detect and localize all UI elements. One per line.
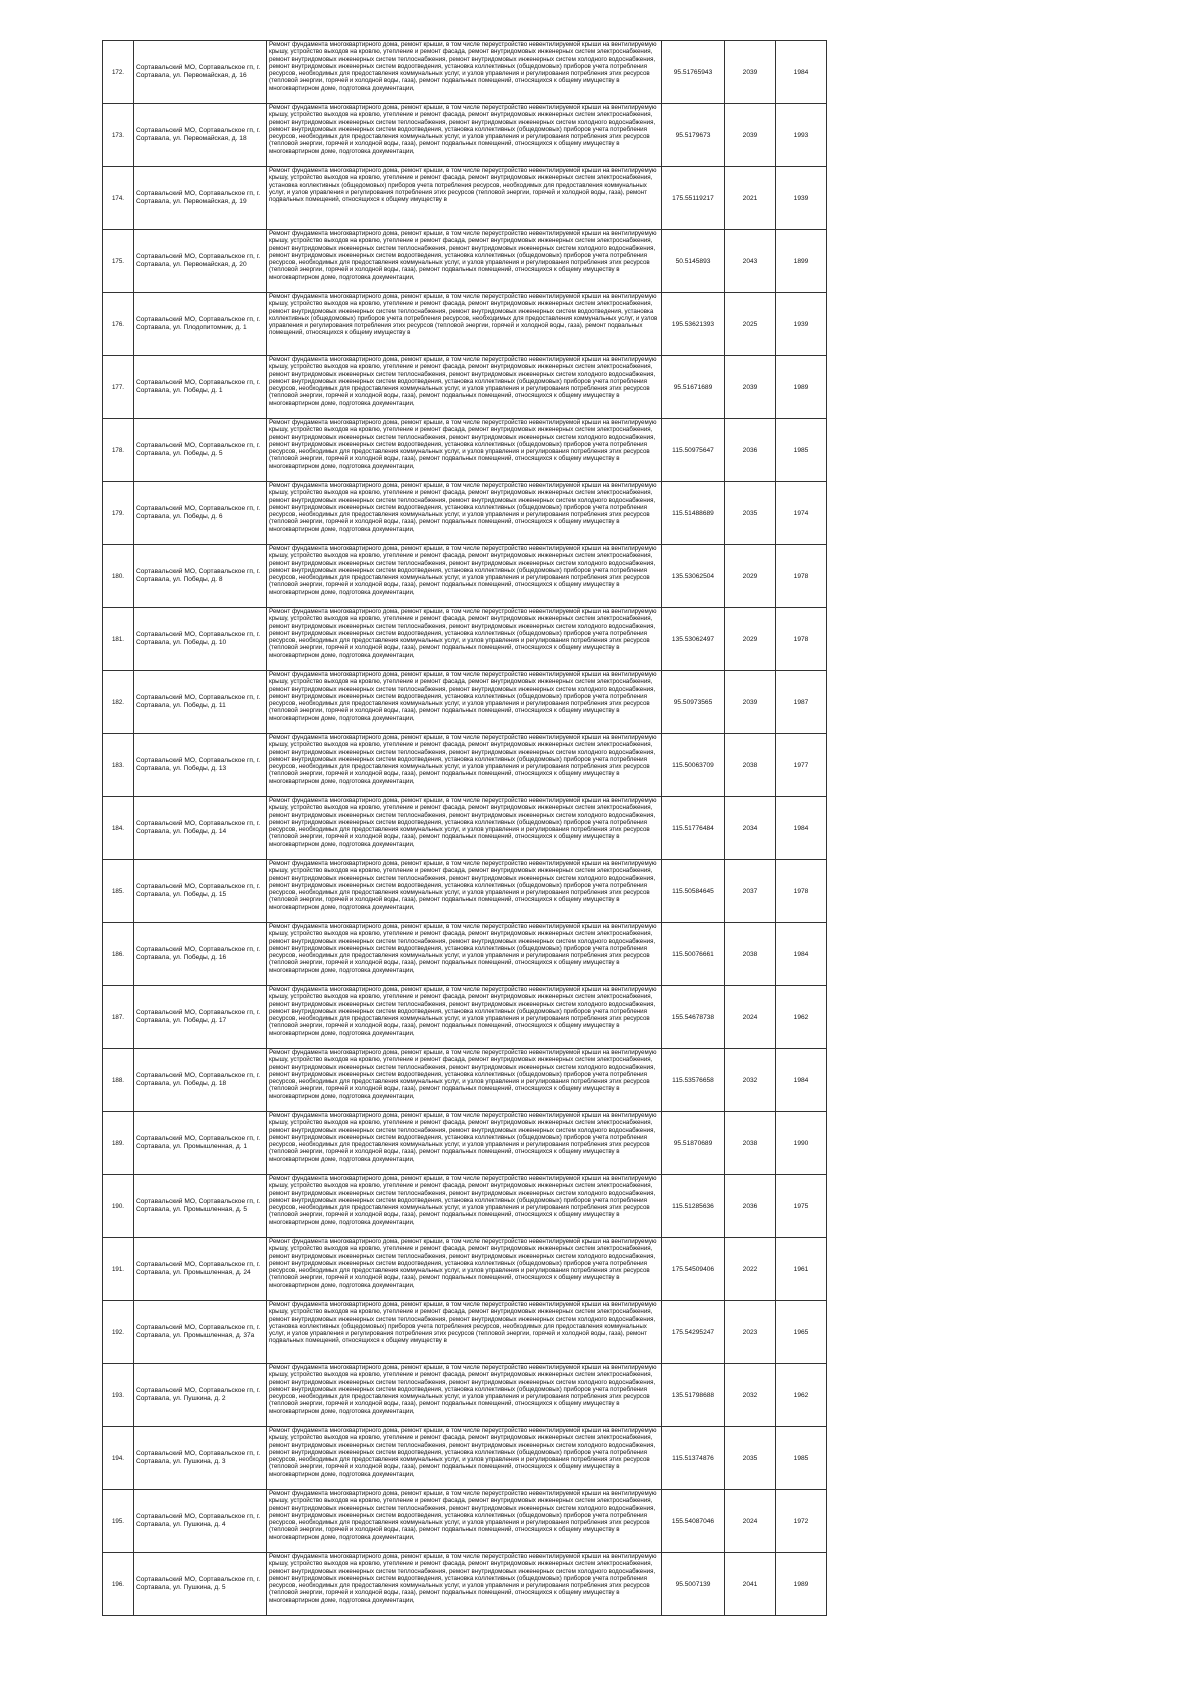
table-row: [103, 986, 827, 1049]
row-number: 188.: [103, 1049, 134, 1112]
row-works: Ремонт фундамента многоквартирного дома, ремонт крыши, в том числе переустройство невентилируемой крыши на вентилируемую крышу, устройство выходов на кровлю, утепление и ремонт фасада, ремонт внутридомовых инженерных систем электроснабжения, ремонт внутридомовых инженерных систем теплоснабжения, ремонт внутридомовых инженерных систем холодного водоснабжения, ремонт внутридомовых инженерных систем водоотведения, установка коллективных (общедомовых) приборов учета потребления ресурсов, необходимых для предоставления коммунальных услуг, и узлов управления и регулирования потребления этих ресурсов (тепловой энергии, горячей и холодной воды, газа), ремонт подвальных помещений, относящихся к общему имуществу в многоквартирном доме, подготовка документации,: [269, 356, 657, 407]
row-planned-year: 2032: [725, 1049, 776, 1112]
row-cost: 195.53621393: [662, 293, 725, 356]
row-works-cell: [267, 1238, 662, 1301]
table-row: [103, 545, 827, 608]
row-number: 181.: [103, 608, 134, 671]
row-cost: 95.5179673: [662, 104, 725, 167]
row-planned-year: 2036: [725, 1175, 776, 1238]
row-cost: 95.51765943: [662, 41, 725, 104]
row-cost: 95.5007139: [662, 1553, 725, 1616]
row-build-year: 1975: [776, 1175, 827, 1238]
row-planned-year: 2039: [725, 671, 776, 734]
row-works-cell: [267, 923, 662, 986]
row-cost: 135.53062504: [662, 545, 725, 608]
row-works-cell: [267, 1049, 662, 1112]
row-works: Ремонт фундамента многоквартирного дома, ремонт крыши, в том числе переустройство невентилируемой крыши на вентилируемую крышу, устройство выходов на кровлю, утепление и ремонт фасада, ремонт внутридомовых инженерных систем электроснабжения, ремонт внутридомовых инженерных систем теплоснабжения, ремонт внутридомовых инженерных систем холодного водоснабжения, ремонт внутридомовых инженерных систем водоотведения, установка коллективных (общедомовых) приборов учета потребления ресурсов, необходимых для предоставления коммунальных услуг, и узлов управления и регулирования потребления этих ресурсов (тепловой энергии, горячей и холодной воды, газа), ремонт подвальных помещений, относящихся к общему имуществу в многоквартирном доме, подготовка документации,: [269, 482, 657, 533]
row-address: Сортавальский МО, Сортавальское гп, г. Сортавала, ул. Победы, д. 18: [134, 1049, 267, 1112]
row-works: Ремонт фундамента многоквартирного дома, ремонт крыши, в том числе переустройство невентилируемой крыши на вентилируемую крышу, устройство выходов на кровлю, утепление и ремонт фасада, ремонт внутридомовых инженерных систем электроснабжения, ремонт внутридомовых инженерных систем теплоснабжения, ремонт внутридомовых инженерных систем холодного водоснабжения, ремонт внутридомовых инженерных систем водоотведения, установка коллективных (общедомовых) приборов учета потребления ресурсов, необходимых для предоставления коммунальных услуг, и узлов управления и регулирования потребления этих ресурсов (тепловой энергии, горячей и холодной воды, газа), ремонт подвальных помещений, относящихся к общему имуществу в многоквартирном доме, подготовка документации,: [269, 986, 657, 1037]
row-works-cell: [267, 293, 662, 356]
row-address: Сортавальский МО, Сортавальское гп, г. Сортавала, ул. Победы, д. 14: [134, 797, 267, 860]
table-row: [103, 671, 827, 734]
table-row: [103, 923, 827, 986]
row-works-cell: [267, 41, 662, 104]
row-number: 196.: [103, 1553, 134, 1616]
row-build-year: 1961: [776, 1238, 827, 1301]
row-planned-year: 2035: [725, 1427, 776, 1490]
row-works-cell: [267, 356, 662, 419]
row-cost: 115.50076661: [662, 923, 725, 986]
row-works: Ремонт фундамента многоквартирного дома, ремонт крыши, в том числе переустройство невентилируемой крыши на вентилируемую крышу, устройство выходов на кровлю, утепление и ремонт фасада, ремонт внутридомовых инженерных систем электроснабжения, ремонт внутридомовых инженерных систем теплоснабжения, ремонт внутридомовых инженерных систем холодного водоснабжения, установка коллективных (общедомовых) приборов учета потребления ресурсов, необходимых для предоставления коммунальных услуг, и узлов управления и регулирования потребления этих ресурсов (тепловой энергии, горячей и холодной воды, газа), ремонт подвальных помещений, относящихся к общему имуществу в: [269, 1301, 657, 1345]
row-address: Сортавальский МО, Сортавальское гп, г. Сортавала, ул. Первомайская, д. 20: [134, 230, 267, 293]
row-planned-year: 2038: [725, 1112, 776, 1175]
table-row: [103, 860, 827, 923]
row-works-cell: [267, 1553, 662, 1616]
row-number: 192.: [103, 1301, 134, 1364]
row-build-year: 1978: [776, 608, 827, 671]
row-build-year: 1978: [776, 545, 827, 608]
table-row: [103, 734, 827, 797]
row-works: Ремонт фундамента многоквартирного дома, ремонт крыши, в том числе переустройство невентилируемой крыши на вентилируемую крышу, устройство выходов на кровлю, утепление и ремонт фасада, ремонт внутридомовых инженерных систем электроснабжения, ремонт внутридомовых инженерных систем теплоснабжения, ремонт внутридомовых инженерных систем холодного водоснабжения, ремонт внутридомовых инженерных систем водоотведения, установка коллективных (общедомовых) приборов учета потребления ресурсов, необходимых для предоставления коммунальных услуг, и узлов управления и регулирования потребления этих ресурсов (тепловой энергии, горячей и холодной воды, газа), ремонт подвальных помещений, относящихся к общему имуществу в многоквартирном доме, подготовка документации,: [269, 1175, 657, 1226]
row-address: Сортавальский МО, Сортавальское гп, г. Сортавала, ул. Промышленная, д. 1: [134, 1112, 267, 1175]
row-works: Ремонт фундамента многоквартирного дома, ремонт крыши, в том числе переустройство невентилируемой крыши на вентилируемую крышу, устройство выходов на кровлю, утепление и ремонт фасада, ремонт внутридомовых инженерных систем электроснабжения, ремонт внутридомовых инженерных систем теплоснабжения, ремонт внутридомовых инженерных систем водоотведения, установка коллективных (общедомовых) приборов учета потребления ресурсов, необходимых для предоставления коммунальных услуг, и узлов управления и регулирования потребления этих ресурсов (тепловой энергии, горячей и холодной воды, газа), ремонт подвальных помещений, относящихся к общему имуществу в: [269, 293, 658, 337]
row-number: 193.: [103, 1364, 134, 1427]
row-address: Сортавальский МО, Сортавальское гп, г. Сортавала, ул. Первомайская, д. 19: [134, 167, 267, 230]
row-planned-year: 2032: [725, 1364, 776, 1427]
table-row: [103, 1490, 827, 1553]
row-works-cell: [267, 1112, 662, 1175]
row-works: Ремонт фундамента многоквартирного дома, ремонт крыши, в том числе переустройство невентилируемой крыши на вентилируемую крышу, устройство выходов на кровлю, утепление и ремонт фасада, ремонт внутридомовых инженерных систем электроснабжения, ремонт внутридомовых инженерных систем теплоснабжения, ремонт внутридомовых инженерных систем холодного водоснабжения, ремонт внутридомовых инженерных систем водоотведения, установка коллективных (общедомовых) приборов учета потребления ресурсов, необходимых для предоставления коммунальных услуг, и узлов управления и регулирования потребления этих ресурсов (тепловой энергии, горячей и холодной воды, газа), ремонт подвальных помещений, относящихся к общему имуществу в многоквартирном доме, подготовка документации,: [269, 1112, 657, 1163]
row-planned-year: 2025: [725, 293, 776, 356]
row-address: Сортавальский МО, Сортавальское гп, г. Сортавала, ул. Победы, д. 8: [134, 545, 267, 608]
row-works-cell: [267, 1490, 662, 1553]
row-number: 182.: [103, 671, 134, 734]
row-address: Сортавальский МО, Сортавальское гп, г. Сортавала, ул. Победы, д. 11: [134, 671, 267, 734]
row-cost: 115.51374876: [662, 1427, 725, 1490]
table-row: [103, 482, 827, 545]
row-build-year: 1962: [776, 986, 827, 1049]
row-works: Ремонт фундамента многоквартирного дома, ремонт крыши, в том числе переустройство невентилируемой крыши на вентилируемую крышу, устройство выходов на кровлю, утепление и ремонт фасада, ремонт внутридомовых инженерных систем электроснабжения, ремонт внутридомовых инженерных систем теплоснабжения, ремонт внутридомовых инженерных систем холодного водоснабжения, ремонт внутридомовых инженерных систем водоотведения, установка коллективных (общедомовых) приборов учета потребления ресурсов, необходимых для предоставления коммунальных услуг, и узлов управления и регулирования потребления этих ресурсов (тепловой энергии, горячей и холодной воды, газа), ремонт подвальных помещений, относящихся к общему имуществу в многоквартирном доме, подготовка документации,: [269, 419, 657, 470]
row-address: Сортавальский МО, Сортавальское гп, г. Сортавала, ул. Пушкина, д. 4: [134, 1490, 267, 1553]
row-address: Сортавальский МО, Сортавальское гп, г. Сортавала, ул. Промышленная, д. 37а: [134, 1301, 267, 1364]
row-planned-year: 2024: [725, 1490, 776, 1553]
table-row: [103, 356, 827, 419]
row-cost: 115.51285636: [662, 1175, 725, 1238]
row-works-cell: [267, 608, 662, 671]
row-build-year: 1985: [776, 1427, 827, 1490]
row-number: 191.: [103, 1238, 134, 1301]
row-number: 194.: [103, 1427, 134, 1490]
row-number: 187.: [103, 986, 134, 1049]
row-planned-year: 2023: [725, 1301, 776, 1364]
row-works-cell: [267, 734, 662, 797]
row-planned-year: 2039: [725, 104, 776, 167]
row-works: Ремонт фундамента многоквартирного дома, ремонт крыши, в том числе переустройство невентилируемой крыши на вентилируемую крышу, устройство выходов на кровлю, утепление и ремонт фасада, ремонт внутридомовых инженерных систем электроснабжения, ремонт внутридомовых инженерных систем теплоснабжения, ремонт внутридомовых инженерных систем холодного водоснабжения, ремонт внутридомовых инженерных систем водоотведения, установка коллективных (общедомовых) приборов учета потребления ресурсов, необходимых для предоставления коммунальных услуг, и узлов управления и регулирования потребления этих ресурсов (тепловой энергии, горячей и холодной воды, газа), ремонт подвальных помещений, относящихся к общему имуществу в многоквартирном доме, подготовка документации,: [269, 1364, 657, 1415]
row-cost: 115.51776484: [662, 797, 725, 860]
table-row: [103, 293, 827, 356]
table-row: [103, 1238, 827, 1301]
row-planned-year: 2038: [725, 734, 776, 797]
row-works-cell: [267, 167, 662, 230]
row-build-year: 1987: [776, 671, 827, 734]
row-cost: 175.55119217: [662, 167, 725, 230]
row-works-cell: [267, 671, 662, 734]
table-row: [103, 1364, 827, 1427]
row-works: Ремонт фундамента многоквартирного дома, ремонт крыши, в том числе переустройство невентилируемой крыши на вентилируемую крышу, устройство выходов на кровлю, утепление и ремонт фасада, ремонт внутридомовых инженерных систем электроснабжения, ремонт внутридомовых инженерных систем теплоснабжения, ремонт внутридомовых инженерных систем холодного водоснабжения, ремонт внутридомовых инженерных систем водоотведения, установка коллективных (общедомовых) приборов учета потребления ресурсов, необходимых для предоставления коммунальных услуг, и узлов управления и регулирования потребления этих ресурсов (тепловой энергии, горячей и холодной воды, газа), ремонт подвальных помещений, относящихся к общему имуществу в многоквартирном доме, подготовка документации,: [269, 734, 657, 785]
row-works: Ремонт фундамента многоквартирного дома, ремонт крыши, в том числе переустройство невентилируемой крыши на вентилируемую крышу, устройство выходов на кровлю, утепление и ремонт фасада, ремонт внутридомовых инженерных систем электроснабжения, ремонт внутридомовых инженерных систем теплоснабжения, ремонт внутридомовых инженерных систем холодного водоснабжения, ремонт внутридомовых инженерных систем водоотведения, установка коллективных (общедомовых) приборов учета потребления ресурсов, необходимых для предоставления коммунальных услуг, и узлов управления и регулирования потребления этих ресурсов (тепловой энергии, горячей и холодной воды, газа), ремонт подвальных помещений, относящихся к общему имуществу в многоквартирном доме, подготовка документации,: [269, 41, 657, 92]
row-build-year: 1984: [776, 41, 827, 104]
row-planned-year: 2039: [725, 41, 776, 104]
row-works: Ремонт фундамента многоквартирного дома, ремонт крыши, в том числе переустройство невентилируемой крыши на вентилируемую крышу, устройство выходов на кровлю, утепление и ремонт фасада, ремонт внутридомовых инженерных систем электроснабжения, ремонт внутридомовых инженерных систем теплоснабжения, ремонт внутридомовых инженерных систем холодного водоснабжения, ремонт внутридомовых инженерных систем водоотведения, установка коллективных (общедомовых) приборов учета потребления ресурсов, необходимых для предоставления коммунальных услуг, и узлов управления и регулирования потребления этих ресурсов (тепловой энергии, горячей и холодной воды, газа), ремонт подвальных помещений, относящихся к общему имуществу в многоквартирном доме, подготовка документации,: [269, 1553, 657, 1604]
table-row: [103, 104, 827, 167]
row-works-cell: [267, 1364, 662, 1427]
row-cost: 115.50063709: [662, 734, 725, 797]
row-number: 176.: [103, 293, 134, 356]
row-cost: 155.54087046: [662, 1490, 725, 1553]
table-row: [103, 797, 827, 860]
row-works: Ремонт фундамента многоквартирного дома, ремонт крыши, в том числе переустройство невентилируемой крыши на вентилируемую крышу, устройство выходов на кровлю, утепление и ремонт фасада, ремонт внутридомовых инженерных систем электроснабжения, ремонт внутридомовых инженерных систем теплоснабжения, ремонт внутридомовых инженерных систем холодного водоснабжения, ремонт внутридомовых инженерных систем водоотведения, установка коллективных (общедомовых) приборов учета потребления ресурсов, необходимых для предоставления коммунальных услуг, и узлов управления и регулирования потребления этих ресурсов (тепловой энергии, горячей и холодной воды, газа), ремонт подвальных помещений, относящихся к общему имуществу в многоквартирном доме, подготовка документации,: [269, 797, 657, 848]
row-number: 174.: [103, 167, 134, 230]
row-build-year: 1984: [776, 923, 827, 986]
row-planned-year: 2041: [725, 1553, 776, 1616]
row-cost: 115.50975647: [662, 419, 725, 482]
row-cost: 95.50973565: [662, 671, 725, 734]
table-body: [103, 41, 827, 1616]
table-row: [103, 1301, 827, 1364]
row-address: Сортавальский МО, Сортавальское гп, г. Сортавала, ул. Пушкина, д. 2: [134, 1364, 267, 1427]
row-build-year: 1985: [776, 419, 827, 482]
row-works-cell: [267, 1427, 662, 1490]
row-planned-year: 2035: [725, 482, 776, 545]
row-build-year: 1899: [776, 230, 827, 293]
row-works-cell: [267, 1301, 662, 1364]
row-planned-year: 2038: [725, 923, 776, 986]
row-number: 180.: [103, 545, 134, 608]
row-number: 183.: [103, 734, 134, 797]
row-planned-year: 2029: [725, 608, 776, 671]
row-address: Сортавальский МО, Сортавальское гп, г. Сортавала, ул. Победы, д. 1: [134, 356, 267, 419]
row-build-year: 1993: [776, 104, 827, 167]
table-row: [103, 608, 827, 671]
row-build-year: 1939: [776, 167, 827, 230]
row-cost: 135.51798688: [662, 1364, 725, 1427]
row-works: Ремонт фундамента многоквартирного дома, ремонт крыши, в том числе переустройство невентилируемой крыши на вентилируемую крышу, устройство выходов на кровлю, утепление и ремонт фасада, ремонт внутридомовых инженерных систем электроснабжения, ремонт внутридомовых инженерных систем теплоснабжения, ремонт внутридомовых инженерных систем холодного водоснабжения, ремонт внутридомовых инженерных систем водоотведения, установка коллективных (общедомовых) приборов учета потребления ресурсов, необходимых для предоставления коммунальных услуг, и узлов управления и регулирования потребления этих ресурсов (тепловой энергии, горячей и холодной воды, газа), ремонт подвальных помещений, относящихся к общему имуществу в многоквартирном доме, подготовка документации,: [269, 860, 657, 911]
row-cost: 175.54295247: [662, 1301, 725, 1364]
row-address: Сортавальский МО, Сортавальское гп, г. Сортавала, ул. Победы, д. 13: [134, 734, 267, 797]
row-address: Сортавальский МО, Сортавальское гп, г. Сортавала, ул. Пушкина, д. 5: [134, 1553, 267, 1616]
row-number: 195.: [103, 1490, 134, 1553]
row-planned-year: 2034: [725, 797, 776, 860]
row-number: 185.: [103, 860, 134, 923]
row-works-cell: [267, 797, 662, 860]
row-works: Ремонт фундамента многоквартирного дома, ремонт крыши, в том числе переустройство невентилируемой крыши на вентилируемую крышу, устройство выходов на кровлю, утепление и ремонт фасада, ремонт внутридомовых инженерных систем электроснабжения, ремонт внутридомовых инженерных систем теплоснабжения, ремонт внутридомовых инженерных систем холодного водоснабжения, ремонт внутридомовых инженерных систем водоотведения, установка коллективных (общедомовых) приборов учета потребления ресурсов, необходимых для предоставления коммунальных услуг, и узлов управления и регулирования потребления этих ресурсов (тепловой энергии, горячей и холодной воды, газа), ремонт подвальных помещений, относящихся к общему имуществу в многоквартирном доме, подготовка документации,: [269, 1490, 657, 1541]
row-works: Ремонт фундамента многоквартирного дома, ремонт крыши, в том числе переустройство невентилируемой крыши на вентилируемую крышу, устройство выходов на кровлю, утепление и ремонт фасада, ремонт внутридомовых инженерных систем электроснабжения, ремонт внутридомовых инженерных систем теплоснабжения, ремонт внутридомовых инженерных систем холодного водоснабжения, ремонт внутридомовых инженерных систем водоотведения, установка коллективных (общедомовых) приборов учета потребления ресурсов, необходимых для предоставления коммунальных услуг, и узлов управления и регулирования потребления этих ресурсов (тепловой энергии, горячей и холодной воды, газа), ремонт подвальных помещений, относящихся к общему имуществу в многоквартирном доме, подготовка документации,: [269, 923, 657, 974]
row-address: Сортавальский МО, Сортавальское гп, г. Сортавала, ул. Пушкина, д. 3: [134, 1427, 267, 1490]
row-works-cell: [267, 230, 662, 293]
row-build-year: 1977: [776, 734, 827, 797]
row-works: Ремонт фундамента многоквартирного дома, ремонт крыши, в том числе переустройство невентилируемой крыши на вентилируемую крышу, устройство выходов на кровлю, утепление и ремонт фасада, ремонт внутридомовых инженерных систем электроснабжения, установка коллективных (общедомовых) приборов учета потребления ресурсов, необходимых для предоставления коммунальных услуг, и узлов управления и регулирования потребления этих ресурсов (тепловой энергии, горячей и холодной воды, газа), ремонт подвальных помещений, относящихся к общему имуществу в: [269, 167, 657, 204]
row-build-year: 1989: [776, 1553, 827, 1616]
row-address: Сортавальский МО, Сортавальское гп, г. Сортавала, ул. Промышленная, д. 5: [134, 1175, 267, 1238]
row-cost: 155.54678738: [662, 986, 725, 1049]
row-build-year: 1939: [776, 293, 827, 356]
row-works-cell: [267, 860, 662, 923]
table-row: [103, 41, 827, 104]
capital-repair-table: [102, 40, 827, 1616]
row-planned-year: 2043: [725, 230, 776, 293]
row-number: 186.: [103, 923, 134, 986]
table-row: [103, 230, 827, 293]
table-row: [103, 1427, 827, 1490]
table-row: [103, 1112, 827, 1175]
row-address: Сортавальский МО, Сортавальское гп, г. Сортавала, ул. Победы, д. 10: [134, 608, 267, 671]
row-planned-year: 2029: [725, 545, 776, 608]
row-build-year: 1989: [776, 356, 827, 419]
table-row: [103, 1553, 827, 1616]
row-works: Ремонт фундамента многоквартирного дома, ремонт крыши, в том числе переустройство невентилируемой крыши на вентилируемую крышу, устройство выходов на кровлю, утепление и ремонт фасада, ремонт внутридомовых инженерных систем электроснабжения, ремонт внутридомовых инженерных систем теплоснабжения, ремонт внутридомовых инженерных систем холодного водоснабжения, ремонт внутридомовых инженерных систем водоотведения, установка коллективных (общедомовых) приборов учета потребления ресурсов, необходимых для предоставления коммунальных услуг, и узлов управления и регулирования потребления этих ресурсов (тепловой энергии, горячей и холодной воды, газа), ремонт подвальных помещений, относящихся к общему имуществу в многоквартирном доме, подготовка документации,: [269, 104, 657, 155]
row-address: Сортавальский МО, Сортавальское гп, г. Сортавала, ул. Промышленная, д. 24: [134, 1238, 267, 1301]
row-build-year: 1962: [776, 1364, 827, 1427]
row-works-cell: [267, 1175, 662, 1238]
row-works-cell: [267, 419, 662, 482]
row-works: Ремонт фундамента многоквартирного дома, ремонт крыши, в том числе переустройство невентилируемой крыши на вентилируемую крышу, устройство выходов на кровлю, утепление и ремонт фасада, ремонт внутридомовых инженерных систем электроснабжения, ремонт внутридомовых инженерных систем теплоснабжения, ремонт внутридомовых инженерных систем холодного водоснабжения, ремонт внутридомовых инженерных систем водоотведения, установка коллективных (общедомовых) приборов учета потребления ресурсов, необходимых для предоставления коммунальных услуг, и узлов управления и регулирования потребления этих ресурсов (тепловой энергии, горячей и холодной воды, газа), ремонт подвальных помещений, относящихся к общему имуществу в многоквартирном доме, подготовка документации,: [269, 608, 657, 659]
row-planned-year: 2037: [725, 860, 776, 923]
row-number: 189.: [103, 1112, 134, 1175]
row-works: Ремонт фундамента многоквартирного дома, ремонт крыши, в том числе переустройство невентилируемой крыши на вентилируемую крышу, устройство выходов на кровлю, утепление и ремонт фасада, ремонт внутридомовых инженерных систем электроснабжения, ремонт внутридомовых инженерных систем теплоснабжения, ремонт внутридомовых инженерных систем холодного водоснабжения, ремонт внутридомовых инженерных систем водоотведения, установка коллективных (общедомовых) приборов учета потребления ресурсов, необходимых для предоставления коммунальных услуг, и узлов управления и регулирования потребления этих ресурсов (тепловой энергии, горячей и холодной воды, газа), ремонт подвальных помещений, относящихся к общему имуществу в многоквартирном доме, подготовка документации,: [269, 671, 657, 722]
row-address: Сортавальский МО, Сортавальское гп, г. Сортавала, ул. Победы, д. 15: [134, 860, 267, 923]
row-cost: 175.54509406: [662, 1238, 725, 1301]
row-number: 177.: [103, 356, 134, 419]
row-cost: 115.51488689: [662, 482, 725, 545]
row-number: 179.: [103, 482, 134, 545]
row-cost: 135.53062497: [662, 608, 725, 671]
row-cost: 95.51671689: [662, 356, 725, 419]
row-planned-year: 2022: [725, 1238, 776, 1301]
row-build-year: 1990: [776, 1112, 827, 1175]
row-number: 175.: [103, 230, 134, 293]
row-works-cell: [267, 104, 662, 167]
row-works: Ремонт фундамента многоквартирного дома, ремонт крыши, в том числе переустройство невентилируемой крыши на вентилируемую крышу, устройство выходов на кровлю, утепление и ремонт фасада, ремонт внутридомовых инженерных систем электроснабжения, ремонт внутридомовых инженерных систем теплоснабжения, ремонт внутридомовых инженерных систем холодного водоснабжения, ремонт внутридомовых инженерных систем водоотведения, установка коллективных (общедомовых) приборов учета потребления ресурсов, необходимых для предоставления коммунальных услуг, и узлов управления и регулирования потребления этих ресурсов (тепловой энергии, горячей и холодной воды, газа), ремонт подвальных помещений, относящихся к общему имуществу в многоквартирном доме, подготовка документации,: [269, 1049, 657, 1100]
row-number: 172.: [103, 41, 134, 104]
row-cost: 95.51870689: [662, 1112, 725, 1175]
row-address: Сортавальский МО, Сортавальское гп, г. Сортавала, ул. Первомайская, д. 16: [134, 41, 267, 104]
table-row: [103, 167, 827, 230]
row-works: Ремонт фундамента многоквартирного дома, ремонт крыши, в том числе переустройство невентилируемой крыши на вентилируемую крышу, устройство выходов на кровлю, утепление и ремонт фасада, ремонт внутридомовых инженерных систем электроснабжения, ремонт внутридомовых инженерных систем теплоснабжения, ремонт внутридомовых инженерных систем холодного водоснабжения, ремонт внутридомовых инженерных систем водоотведения, установка коллективных (общедомовых) приборов учета потребления ресурсов, необходимых для предоставления коммунальных услуг, и узлов управления и регулирования потребления этих ресурсов (тепловой энергии, горячей и холодной воды, газа), ремонт подвальных помещений, относящихся к общему имуществу в многоквартирном доме, подготовка документации,: [269, 545, 657, 596]
row-address: Сортавальский МО, Сортавальское гп, г. Сортавала, ул. Победы, д. 5: [134, 419, 267, 482]
row-cost: 115.50584645: [662, 860, 725, 923]
row-address: Сортавальский МО, Сортавальское гп, г. Сортавала, ул. Первомайская, д. 18: [134, 104, 267, 167]
row-number: 178.: [103, 419, 134, 482]
row-cost: 115.53576658: [662, 1049, 725, 1112]
row-build-year: 1972: [776, 1490, 827, 1553]
row-address: Сортавальский МО, Сортавальское гп, г. Сортавала, ул. Победы, д. 16: [134, 923, 267, 986]
row-address: Сортавальский МО, Сортавальское гп, г. Сортавала, ул. Победы, д. 6: [134, 482, 267, 545]
row-build-year: 1984: [776, 797, 827, 860]
row-address: Сортавальский МО, Сортавальское гп, г. Сортавала, ул. Победы, д. 17: [134, 986, 267, 1049]
row-build-year: 1978: [776, 860, 827, 923]
row-works: Ремонт фундамента многоквартирного дома, ремонт крыши, в том числе переустройство невентилируемой крыши на вентилируемую крышу, устройство выходов на кровлю, утепление и ремонт фасада, ремонт внутридомовых инженерных систем электроснабжения, ремонт внутридомовых инженерных систем теплоснабжения, ремонт внутридомовых инженерных систем холодного водоснабжения, ремонт внутридомовых инженерных систем водоотведения, установка коллективных (общедомовых) приборов учета потребления ресурсов, необходимых для предоставления коммунальных услуг, и узлов управления и регулирования потребления этих ресурсов (тепловой энергии, горячей и холодной воды, газа), ремонт подвальных помещений, относящихся к общему имуществу в многоквартирном доме, подготовка документации,: [269, 1427, 657, 1478]
table-row: [103, 419, 827, 482]
row-planned-year: 2024: [725, 986, 776, 1049]
row-planned-year: 2021: [725, 167, 776, 230]
row-address: Сортавальский МО, Сортавальское гп, г. Сортавала, ул. Плодопитомник, д. 1: [134, 293, 267, 356]
row-works: Ремонт фундамента многоквартирного дома, ремонт крыши, в том числе переустройство невентилируемой крыши на вентилируемую крышу, устройство выходов на кровлю, утепление и ремонт фасада, ремонт внутридомовых инженерных систем электроснабжения, ремонт внутридомовых инженерных систем теплоснабжения, ремонт внутридомовых инженерных систем холодного водоснабжения, ремонт внутридомовых инженерных систем водоотведения, установка коллективных (общедомовых) приборов учета потребления ресурсов, необходимых для предоставления коммунальных услуг, и узлов управления и регулирования потребления этих ресурсов (тепловой энергии, горячей и холодной воды, газа), ремонт подвальных помещений, относящихся к общему имуществу в многоквартирном доме, подготовка документации,: [269, 1238, 657, 1289]
row-works: Ремонт фундамента многоквартирного дома, ремонт крыши, в том числе переустройство невентилируемой крыши на вентилируемую крышу, устройство выходов на кровлю, утепление и ремонт фасада, ремонт внутридомовых инженерных систем электроснабжения, ремонт внутридомовых инженерных систем теплоснабжения, ремонт внутридомовых инженерных систем холодного водоснабжения, ремонт внутридомовых инженерных систем водоотведения, установка коллективных (общедомовых) приборов учета потребления ресурсов, необходимых для предоставления коммунальных услуг, и узлов управления и регулирования потребления этих ресурсов (тепловой энергии, горячей и холодной воды, газа), ремонт подвальных помещений, относящихся к общему имуществу в многоквартирном доме, подготовка документации,: [269, 230, 657, 281]
row-build-year: 1984: [776, 1049, 827, 1112]
row-build-year: 1974: [776, 482, 827, 545]
table-row: [103, 1049, 827, 1112]
row-planned-year: 2039: [725, 356, 776, 419]
row-number: 190.: [103, 1175, 134, 1238]
row-works-cell: [267, 986, 662, 1049]
row-cost: 50.5145893: [662, 230, 725, 293]
row-works-cell: [267, 482, 662, 545]
table-row: [103, 1175, 827, 1238]
row-planned-year: 2036: [725, 419, 776, 482]
row-works-cell: [267, 545, 662, 608]
row-number: 173.: [103, 104, 134, 167]
row-build-year: 1965: [776, 1301, 827, 1364]
row-number: 184.: [103, 797, 134, 860]
